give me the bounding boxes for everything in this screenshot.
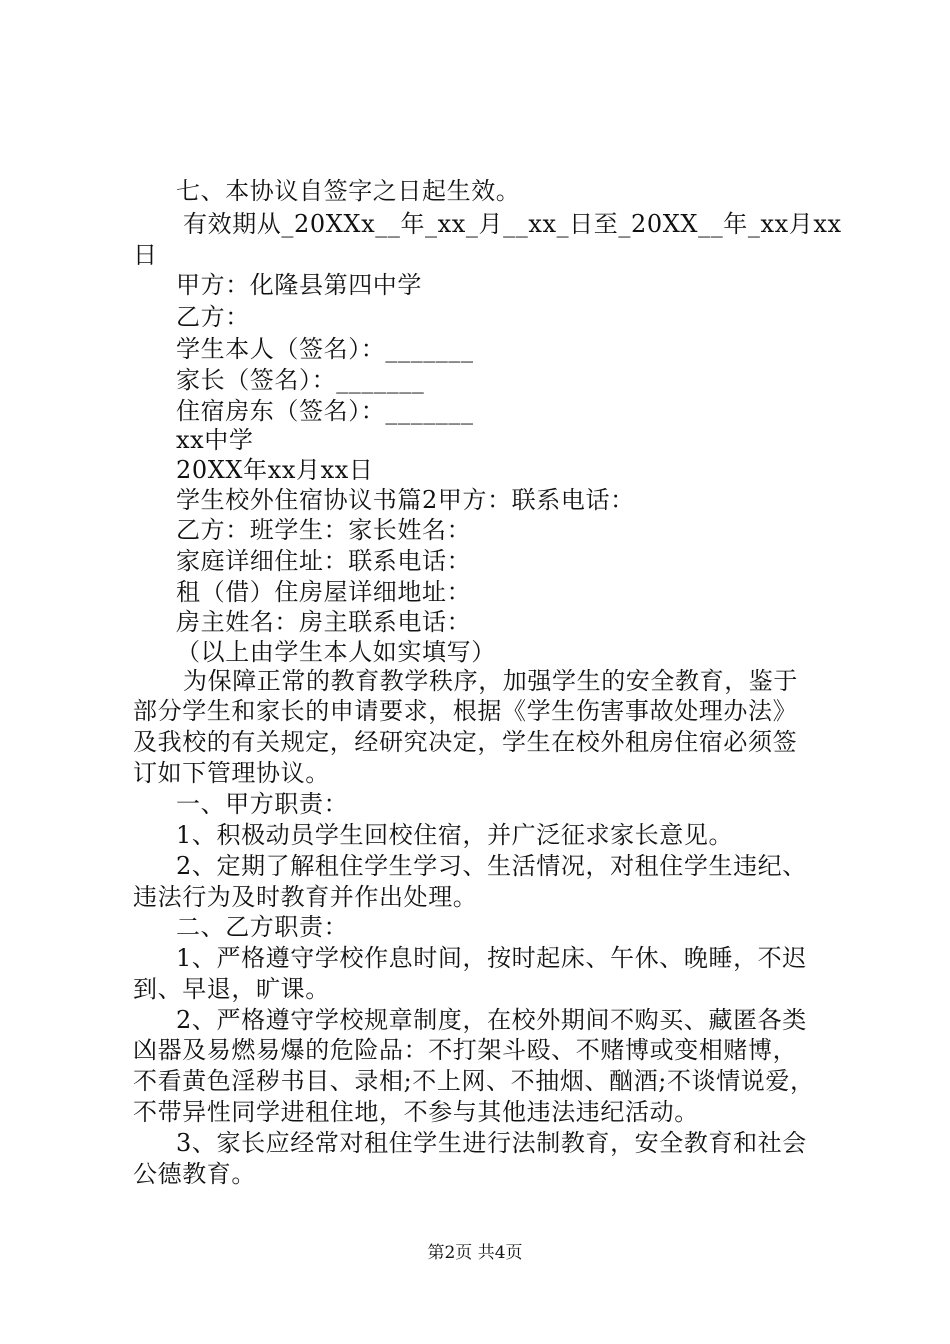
paragraph-line: 部分学生和家长的申请要求，根据《学生伤害事故处理办法》 [133, 697, 798, 725]
party-a-line: 甲方：化隆县第四中学 [176, 271, 422, 299]
form-field-line: 房主姓名：房主联系电话： [176, 608, 472, 636]
form-field-line: 家庭详细住址：联系电话： [176, 547, 472, 575]
paragraph-line: 公德教育。 [133, 1160, 256, 1188]
paragraph-line: 不带异性同学进租住地，不参与其他违法违纪活动。 [133, 1098, 699, 1126]
party-b-line: 乙方： [176, 303, 250, 331]
form-field-line: 租（借）住房屋详细地址： [176, 578, 472, 606]
page-number-footer: 第2页 共4页 [427, 1243, 523, 1263]
section-heading-line: 学生校外住宿协议书篇2甲方：联系电话： [176, 486, 635, 514]
signature-line: 学生本人（签名）：_______ [176, 335, 474, 363]
paragraph-line: 为保障正常的教育教学秩序，加强学生的安全教育，鉴于 [183, 667, 798, 695]
text-line: 七、本协议自签字之日起生效。 [176, 177, 521, 205]
paragraph-line: 2、定期了解租住学生学习、生活情况，对租住学生违纪、 [176, 852, 807, 880]
paragraph-line: 订如下管理协议。 [133, 759, 330, 787]
paragraph-line: 1、积极动员学生回校住宿，并广泛征求家长意见。 [176, 821, 734, 849]
date-line: 20XX年xx月xx日 [176, 456, 374, 484]
paragraph-line: 凶器及易燃易爆的危险品：不打架斗殴、不赌博或变相赌博， [133, 1036, 798, 1064]
paragraph-line: 违法行为及时教育并作出处理。 [133, 883, 478, 911]
section-heading: 一、甲方职责： [176, 790, 349, 818]
note-line: （以上由学生本人如实填写） [176, 638, 496, 666]
school-name-line: xx中学 [176, 426, 254, 454]
form-field-line: 乙方：班学生：家长姓名： [176, 516, 472, 544]
text-line: 有效期从_20XXx__年_xx_月__xx_日至_20XX__年_xx月xx [183, 210, 842, 238]
text-line: 日 [133, 241, 158, 269]
section-heading: 二、乙方职责： [176, 913, 349, 941]
signature-line: 家长（签名）：_______ [176, 366, 425, 394]
signature-line: 住宿房东（签名）：_______ [176, 397, 474, 425]
paragraph-line: 不看黄色淫秽书目、录相;不上网、不抽烟、酗酒;不谈情说爱， [133, 1067, 815, 1095]
paragraph-line: 1、严格遵守学校作息时间，按时起床、午休、晚睡，不迟 [176, 944, 807, 972]
paragraph-line: 到、早退，旷课。 [133, 975, 330, 1003]
paragraph-line: 3、家长应经常对租住学生进行法制教育，安全教育和社会 [176, 1129, 807, 1157]
paragraph-line: 2、严格遵守学校规章制度，在校外期间不购买、藏匿各类 [176, 1006, 807, 1034]
paragraph-line: 及我校的有关规定，经研究决定，学生在校外租房住宿必须签 [133, 728, 798, 756]
